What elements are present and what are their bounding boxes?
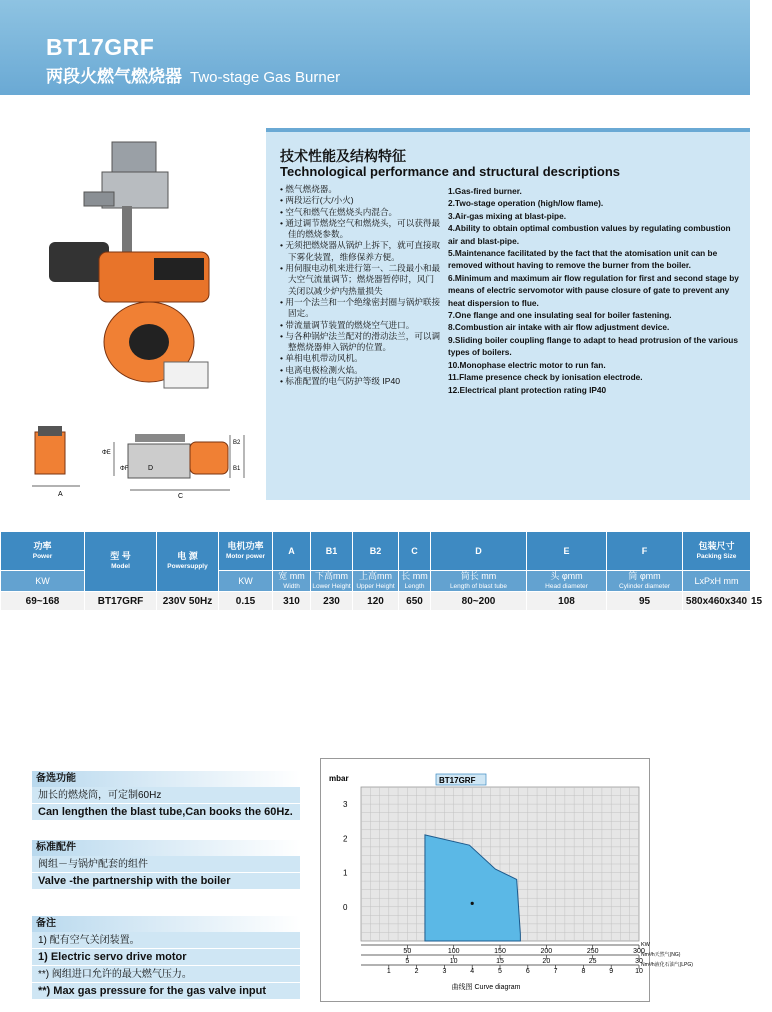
ng-tick-label: 20 <box>542 958 551 965</box>
dim-label-a: A <box>58 491 63 498</box>
dim-label-e: ΦE <box>102 450 111 456</box>
legend-label: BT17GRF <box>439 776 476 785</box>
notes-title: 备注 <box>32 916 300 932</box>
notes-section <box>32 916 300 1000</box>
cell-pack: 580x460x340 <box>683 592 751 611</box>
notes-line-3: **) 阀组进口允许的最大燃气压力。 <box>32 966 300 983</box>
y-tick-label: 1 <box>343 868 348 878</box>
feature-en: 11.Flame presence check by ionisation electrode. <box>448 372 643 383</box>
features-heading-en: Technological performance and structural descriptions <box>280 164 620 179</box>
feature-en: 1.Gas-fired burner. <box>448 186 522 196</box>
sub-b2-cn: 上高mm <box>359 570 392 581</box>
sub-f-en: Cylinder diameter <box>619 582 670 590</box>
cell-supply: 230V 50Hz <box>157 592 219 611</box>
spec-table: 功率 Power 型 号 Model 电 源 Powersupply 电机功率 Motor power A B1 B2 C D E F 包装尺寸 Packing Size 重量 Net weight KW KW 宽 mm Width 下高mm Lower Height 上高mm Upper Height 长 mm Length 筒长 mm Length of blast tube 头 φmm Head diameter 筒 φmm Cylinder diameter LxPxH mm Kg 69~168 BT17GRF 230V 50Hz 0.15 310 230 120 650 80~200 108 95 580x460x340 15 <box>0 531 751 611</box>
feature-cn: • 带流量调节装置的燃烧空气进口。 <box>280 320 442 331</box>
kw-tick-label: 250 <box>586 948 599 955</box>
table-row: 69~168 BT17GRF 230V 50Hz 0.15 310 230 120 650 80~200 108 95 580x460x340 15 <box>1 592 751 611</box>
cell-b2: 120 <box>353 592 399 611</box>
feature-en: 2.Two-stage operation (high/low flame). <box>448 198 604 209</box>
cell-power: 69~168 <box>1 592 85 611</box>
standard-section <box>32 840 300 890</box>
cell-d: 80~200 <box>431 592 527 611</box>
feature-en: 12.Electrical plant protection rating IP40 <box>448 384 607 395</box>
lpg-tick-label: 9 <box>609 968 614 975</box>
lpg-tick-label: 10 <box>635 968 643 975</box>
product-title-en: Two-stage Gas Burner <box>190 69 341 86</box>
y-tick-label: 2 <box>343 834 348 844</box>
standard-line-en: Valve -the partnership with the boiler <box>32 873 300 890</box>
th-model-cn: 型 号 <box>110 551 131 561</box>
dim-label-b2: B2 <box>233 440 241 446</box>
th-power-unit: KW <box>1 571 85 592</box>
y-axis-label: mbar <box>329 774 349 783</box>
th-c: C <box>399 532 431 571</box>
feature-cn: • 电离电极检测火焰。 <box>280 365 442 376</box>
standard-title: 标准配件 <box>32 840 300 856</box>
curve-chart <box>321 759 693 1003</box>
ng-tick-label: 25 <box>588 958 597 965</box>
ng-tick-label: 30 <box>635 958 643 965</box>
th-pack-en: Packing Size <box>696 552 737 560</box>
sub-b2-en: Upper Height <box>356 582 395 590</box>
lpg-tick-label: 5 <box>498 968 502 975</box>
sub-f-cn: 筒 φmm <box>628 570 661 581</box>
feature-en: 3.Air-gas mixing at blast-pipe. <box>448 210 567 221</box>
th-motor <box>219 532 273 571</box>
feature-cn: • 用伺服电动机来进行第一、二段最小和最大空气流量调节；燃烧器暂停时，风门关闭以减少炉内热量损失 <box>280 263 442 297</box>
dim-label-c: C <box>178 493 184 500</box>
feature-cn: • 空气和燃气在燃烧头内混合。 <box>280 207 442 218</box>
cell-motor: 0.15 <box>219 592 273 611</box>
feature-cn: • 通过调节燃烧空气和燃烧头，可以获得最佳的燃烧参数。 <box>280 218 442 241</box>
sub-d-en: Length of blast tube <box>449 582 508 590</box>
feature-cn: • 与各种锅炉法兰配对的滑动法兰，可以调整燃烧器伸入锅炉的位置。 <box>280 331 442 354</box>
feature-cn: • 无须把燃烧器从锅炉上拆下，就可直接取下雾化装置，维修保养方便。 <box>280 240 442 263</box>
dim-label-f: ΦF <box>120 466 129 472</box>
th-motor-cn: 电机功率 <box>227 540 264 551</box>
product-title <box>46 62 340 87</box>
cell-c: 650 <box>399 592 431 611</box>
th-power <box>1 532 85 571</box>
notes-line-1: 1) 配有空气关闭装置。 <box>32 932 300 949</box>
kw-unit: KW <box>641 942 650 948</box>
y-tick-label: 3 <box>343 800 348 810</box>
cell-model: BT17GRF <box>85 592 157 611</box>
lpg-tick-label: 8 <box>581 968 586 975</box>
lpg-tick-label: 4 <box>470 968 475 975</box>
curve-chart-frame <box>320 758 693 1002</box>
chart-caption: 曲线图 Curve diagram <box>451 984 521 991</box>
ng-unit: Nm³/h天然气(NG) <box>641 952 681 958</box>
th-model <box>85 532 157 592</box>
sub-c-cn: 长 mm <box>401 570 428 581</box>
model-title: BT17GRF <box>46 34 155 60</box>
dim-label-d: D <box>148 465 154 472</box>
th-pack-unit: LxPxH mm <box>683 571 751 592</box>
th-model-en: Model <box>111 563 130 570</box>
lpg-unit: Nm³/h液化石油气(LPG) <box>641 962 693 968</box>
features-heading-cn: 技术性能及结构特征 <box>280 148 406 164</box>
dim-label-b1: B1 <box>233 466 241 472</box>
sub-b1-en: Lower Height <box>312 582 351 590</box>
features-list-cn <box>280 184 442 387</box>
sub-b1-cn: 下高mm <box>315 570 348 581</box>
th-pack-cn: 包装尺寸 <box>698 540 735 551</box>
th-supply-en: Powersupply <box>167 563 208 570</box>
th-f: F <box>607 532 683 571</box>
sub-e-cn: 头 φmm <box>550 570 583 581</box>
th-motor-unit: KW <box>219 571 273 592</box>
notes-line-4: **) Max gas pressure for the gas valve input <box>32 983 300 1000</box>
ng-tick-label: 10 <box>449 958 458 965</box>
feature-en: 5.Maintenance facilitated by the fact that the atomisation unit can be removed without having to remove the burner from the boiler. <box>448 248 718 271</box>
lpg-tick-label: 3 <box>442 968 447 975</box>
burner-illustration <box>44 132 234 402</box>
cell-b1: 230 <box>311 592 353 611</box>
kw-tick-label: 100 <box>447 948 460 955</box>
feature-en: 10.Monophase electric motor to run fan. <box>448 359 606 370</box>
options-title: 备选功能 <box>32 771 300 787</box>
lpg-tick-label: 7 <box>553 968 558 975</box>
th-pack <box>683 532 751 571</box>
feature-en: 9.Sliding boiler coupling flange to adapt to head protrusion of the various types of boilers. <box>448 334 738 358</box>
th-e: E <box>527 532 607 571</box>
sub-d-cn: 筒长 mm <box>460 570 497 581</box>
options-section <box>32 771 300 821</box>
cell-a: 310 <box>273 592 311 611</box>
feature-en: 8.Combustion air intake with air flow adjustment device. <box>448 322 670 333</box>
sub-a-en: Width <box>283 582 300 590</box>
sub-e-en: Head diameter <box>545 582 588 590</box>
kw-tick-label: 300 <box>633 948 645 955</box>
feature-cn: • 单相电机带动风机。 <box>280 353 442 364</box>
th-motor-en: Motor power <box>226 552 265 560</box>
th-weight-cn: 重量 <box>751 531 761 550</box>
kw-tick-label: 200 <box>540 948 553 955</box>
feature-en: 4.Ability to obtain optimal combustion values by regulating combustion air and blast-pipe. <box>448 223 731 246</box>
standard-line-cn: 阀组－与锅炉配套的组件 <box>32 856 300 873</box>
cell-e: 108 <box>527 592 607 611</box>
th-weight-en: Net weight <box>751 552 772 569</box>
th-a: A <box>273 532 311 571</box>
feature-en: 6.Minimum and maximum air flow regulation for first and second stage by means of electric servomotor with pause closure of gate to prevent any heat dispersion to flue. <box>448 272 739 308</box>
lpg-tick-label: 2 <box>414 968 419 975</box>
options-line-en: Can lengthen the blast tube,Can books the 60Hz. <box>32 804 300 821</box>
features-list-en <box>448 185 742 396</box>
dimension-drawing <box>30 420 255 500</box>
th-b1: B1 <box>311 532 353 571</box>
notes-line-2: 1) Electric servo drive motor <box>32 949 300 966</box>
th-power-cn: 功率 <box>33 540 52 551</box>
options-line-cn: 加长的燃烧筒，可定制60Hz <box>32 787 300 804</box>
th-supply-cn: 电 源 <box>177 551 198 561</box>
th-d: D <box>431 532 527 571</box>
y-tick-label: 0 <box>343 902 348 912</box>
sub-c-en: Length <box>404 582 425 590</box>
th-supply <box>157 532 219 592</box>
th-b2: B2 <box>353 532 399 571</box>
feature-cn: • 标准配置的电气防护等级 IP40 <box>280 376 442 387</box>
feature-cn: • 燃气燃烧器。 <box>280 184 442 195</box>
lpg-tick-label: 1 <box>386 968 391 975</box>
cell-f: 95 <box>607 592 683 611</box>
th-power-en: Power <box>32 552 53 560</box>
ng-tick-label: 15 <box>496 958 504 965</box>
data-point <box>471 902 474 905</box>
ng-tick-label: 5 <box>405 958 410 965</box>
product-title-cn: 两段火燃气燃烧器 <box>46 67 182 86</box>
feature-en: 7.One flange and one insulating seal for boiler fastening. <box>448 310 672 321</box>
kw-tick-label: 50 <box>403 948 412 955</box>
feature-cn: • 两段运行(大/小火) <box>280 195 442 206</box>
lpg-tick-label: 6 <box>525 968 530 975</box>
sub-a-cn: 宽 mm <box>278 570 305 581</box>
kw-tick-label: 150 <box>494 948 506 955</box>
feature-cn: • 用一个法兰和一个绝缘密封圈与锅炉联接固定。 <box>280 297 442 320</box>
